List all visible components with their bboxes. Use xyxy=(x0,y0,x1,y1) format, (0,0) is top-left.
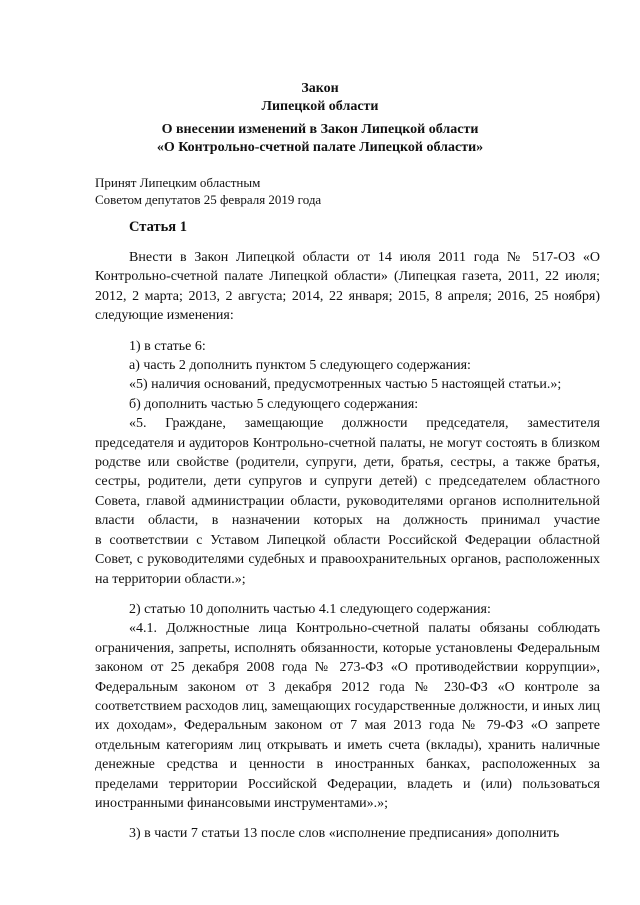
paragraph-item-1: 1) в статье 6: xyxy=(129,338,206,354)
adoption-note-line-1: Принят Липецким областным xyxy=(95,175,261,190)
paragraph-item-1b-text-cont: в соответствии с Уставом Липецкой области Российской Федерации областной Совет, с руководителями судебных и правоохранительных органов, расположенных на территории области.»; xyxy=(95,532,600,587)
law-title xyxy=(0,80,640,116)
paragraph-item-3: 3) в части 7 статьи 13 после слов «исполнение предписания» дополнить xyxy=(129,826,560,842)
law-subtitle-line-2: «О Контрольно-счетной палате Липецкой области» xyxy=(156,140,484,155)
paragraph-item-2: 2) статью 10 дополнить частью 4.1 следующего содержания: xyxy=(129,601,491,617)
article-heading: Статья 1 xyxy=(129,219,187,235)
article-body xyxy=(95,248,600,844)
paragraph-item-1b-text: «5. Граждане, замещающие должности председателя, заместителя председателя и аудиторов Контрольно-счетной палаты, не могут состоять в близком родстве или свойстве (родители, супруги, дети, братья, сестры, а также братья, сестры, родители, дети супругов и супруги детей) с председателем областного Совета, главой администрации области, руководителями органов исполнительной власти области, в назначении которых на должность принимал участие xyxy=(95,416,600,529)
adoption-note xyxy=(95,174,321,208)
paragraph-item-1a: а) часть 2 дополнить пунктом 5 следующего содержания: xyxy=(129,358,471,374)
paragraph-item-1a-text: «5) наличия оснований, предусмотренных частью 5 настоящей статьи.»; xyxy=(129,377,562,393)
paragraph-item-2-text: «4.1. Должностные лица Контрольно-счетной палаты обязаны соблюдать ограничения, запреты, исполнять обязанности, которые установлены Федеральным законом от 25 декабря 2008 года № 273-ФЗ «О противодействии коррупции», Федеральным законом от 3 декабря 2012 года № 230-ФЗ «О контроле за соответствием расходов лиц, замещающих государственные должности, и иных лиц их доходам», Федеральным законом от 7 мая 2013 года № 79-ФЗ «О запрете отдельным категориям лиц открывать и иметь счета (вклады), хранить наличные денежные средства и ценности в иностранных банках, расположенных за пределами территории Российской Федерации, владеть и (или) пользоваться иностранными финансовыми инструментами».»; xyxy=(95,621,600,811)
law-subtitle-line-1: О внесении изменений в Закон Липецкой области xyxy=(161,122,479,137)
law-title-line-2: Липецкой области xyxy=(261,99,379,114)
law-title-line-1: Закон xyxy=(301,81,339,96)
paragraph-item-1b: б) дополнить частью 5 следующего содержания: xyxy=(129,396,419,412)
paragraph-intro: Внести в Закон Липецкой области от 14 июля 2011 года № 517-ОЗ «О Контрольно-счетной палате Липецкой области» (Липецкая газета, 2011, 22 июля; 2012, 2 марта; 2013, 2 августа; 2014, 22 января; 2015, 8 апреля; 2016, 25 ноября) следующие изменения: xyxy=(95,250,600,324)
adoption-note-line-2: Советом депутатов 25 февраля 2019 года xyxy=(95,192,322,207)
law-subtitle xyxy=(0,121,640,157)
